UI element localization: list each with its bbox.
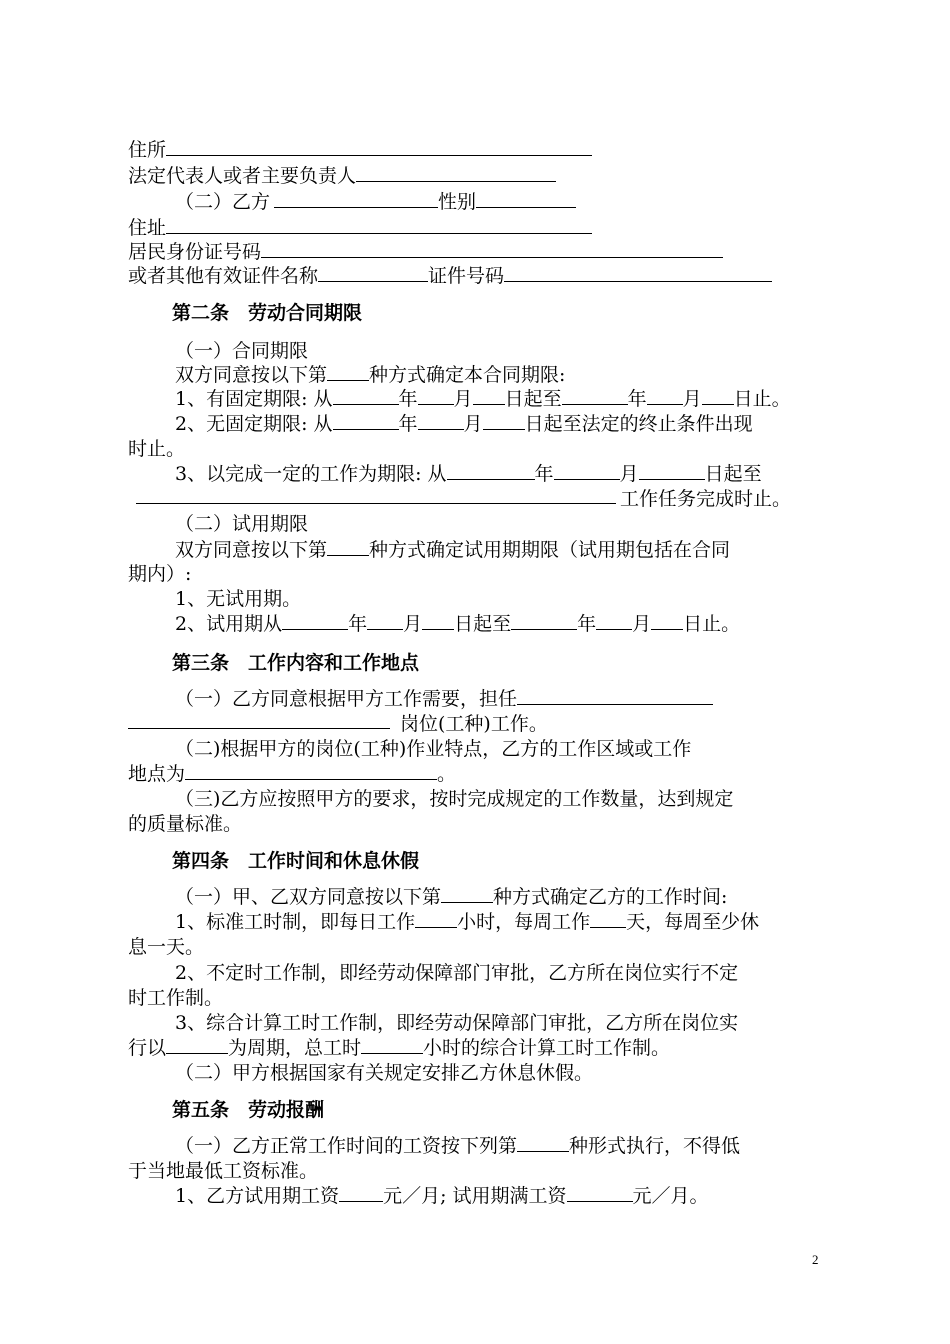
month-label: 月 xyxy=(463,413,483,435)
fixed-start-year[interactable] xyxy=(333,386,399,405)
task-start-month[interactable] xyxy=(554,461,620,480)
year-label: 年 xyxy=(627,388,647,410)
page-number: 2 xyxy=(812,1252,819,1267)
month-label: 月 xyxy=(403,613,423,635)
legal-rep-label: 法定代表人或者主要负责人 xyxy=(128,165,357,187)
work-location-blank[interactable] xyxy=(185,761,437,780)
flexible-hours-cont: 时工作制。 xyxy=(128,987,224,1009)
year-label: 年 xyxy=(577,613,597,635)
month-label: 月 xyxy=(619,463,639,485)
open-term-label: 2、无固定期限: 从 xyxy=(175,413,333,435)
no-probation: 1、无试用期。 xyxy=(175,588,302,610)
address-line xyxy=(128,215,592,241)
work-time-method-blank[interactable] xyxy=(441,884,493,903)
probation-wage-label: 1、乙方试用期工资 xyxy=(175,1185,340,1207)
term-method-blank[interactable] xyxy=(327,362,369,381)
id-number-label: 居民身份证号码 xyxy=(128,241,262,263)
month-label: 月 xyxy=(632,613,652,635)
open-term-line xyxy=(175,411,753,437)
work-area-line: （二)根据甲方的岗位(工种)作业特点，乙方的工作区域或工作 xyxy=(175,738,692,760)
term-method-suffix: 种方式确定本合同期限: xyxy=(369,364,566,386)
fixed-end-day[interactable] xyxy=(702,386,734,405)
wage-form-cont: 于当地最低工资标准。 xyxy=(128,1160,319,1182)
open-start-year[interactable] xyxy=(333,411,399,430)
probation-method-label: 双方同意按以下第 xyxy=(175,539,328,561)
day-start-label: 日起至 xyxy=(504,388,562,410)
probation-method-line xyxy=(175,537,730,563)
article-3-heading: 第三条 工作内容和工作地点 xyxy=(172,652,420,674)
article-2-sub-1: （一）合同期限 xyxy=(175,340,309,362)
probation-end-day[interactable] xyxy=(651,611,683,630)
probation-period-label: 2、试用期从 xyxy=(175,613,283,635)
article-2-heading: 第二条 劳动合同期限 xyxy=(172,302,363,324)
fixed-term-line xyxy=(175,386,791,412)
standard-hours-cont: 息一天。 xyxy=(128,936,205,958)
position-suffix: 岗位(工种)工作。 xyxy=(400,713,548,735)
term-method-line xyxy=(175,362,565,388)
regular-wage-label: 元／月; 试用期满工资 xyxy=(383,1185,567,1207)
wage-form-suffix: 种形式执行，不得低 xyxy=(569,1135,741,1157)
fixed-start-month[interactable] xyxy=(418,386,454,405)
daily-hours-blank[interactable] xyxy=(415,909,457,928)
other-cert-label: 或者其他有效证件名称 xyxy=(128,265,319,287)
open-term-end: 时止。 xyxy=(128,438,186,460)
id-number-line xyxy=(128,239,723,265)
task-description-blank[interactable] xyxy=(136,503,616,504)
position-label: （一）乙方同意根据甲方工作需要，担任 xyxy=(175,688,518,710)
wage-form-blank[interactable] xyxy=(517,1133,569,1152)
party-b-label: （二）乙方 xyxy=(175,191,271,213)
day-start-label: 日起至 xyxy=(704,463,762,485)
total-hours-label: 为周期，总工时 xyxy=(228,1037,362,1059)
open-term-suffix: 日起至法定的终止条件出现 xyxy=(524,413,753,435)
work-location-end: 。 xyxy=(437,763,457,785)
day-start-label: 日起至 xyxy=(454,613,512,635)
month-label: 月 xyxy=(682,388,702,410)
residence-label: 住所 xyxy=(128,139,167,161)
work-location-line xyxy=(128,761,456,787)
residence-line xyxy=(128,137,592,163)
work-time-method-label: （一）甲、乙双方同意按以下第 xyxy=(175,886,442,908)
probation-period-line xyxy=(175,611,740,637)
other-cert-blank[interactable] xyxy=(318,263,428,282)
term-method-label: 双方同意按以下第 xyxy=(175,364,328,386)
probation-end-year[interactable] xyxy=(511,611,577,630)
year-label: 年 xyxy=(398,413,418,435)
total-hours-blank[interactable] xyxy=(361,1035,423,1054)
article-5-heading: 第五条 劳动报酬 xyxy=(172,1099,325,1121)
cert-number-label: 证件号码 xyxy=(428,265,505,287)
gender-label: 性别 xyxy=(438,191,477,213)
standard-hours-line xyxy=(175,909,759,935)
article-4-heading: 第四条 工作时间和休息休假 xyxy=(172,850,420,872)
work-time-method-suffix: 种方式确定乙方的工作时间: xyxy=(493,886,728,908)
comprehensive-suffix: 小时的综合计算工时工作制。 xyxy=(423,1037,671,1059)
flexible-hours-line: 2、不定时工作制，即经劳动保障部门审批，乙方所在岗位实行不定 xyxy=(175,962,739,984)
wage-form-line xyxy=(175,1133,740,1159)
other-cert-line xyxy=(128,263,772,289)
period-label: 行以 xyxy=(128,1037,167,1059)
probation-start-year[interactable] xyxy=(282,611,348,630)
cert-number-blank[interactable] xyxy=(504,263,772,282)
wage-form-label: （一）乙方正常工作时间的工资按下列第 xyxy=(175,1135,518,1157)
work-quota-line: （三)乙方应按照甲方的要求，按时完成规定的工作数量，达到规定 xyxy=(175,788,734,810)
fixed-end-month[interactable] xyxy=(647,386,683,405)
task-start-year[interactable] xyxy=(447,461,535,480)
position-blank-2[interactable] xyxy=(128,728,390,729)
position-blank-1[interactable] xyxy=(517,686,713,705)
work-quota-cont: 的质量标准。 xyxy=(128,813,243,835)
work-location-label: 地点为 xyxy=(128,763,186,785)
comprehensive-period-line xyxy=(128,1035,670,1061)
fixed-term-label: 1、有固定期限: 从 xyxy=(175,388,333,410)
month-label: 月 xyxy=(453,388,473,410)
probation-method-suffix: 种方式确定试用期期限（试用期包括在合同 xyxy=(369,539,731,561)
fixed-start-day[interactable] xyxy=(473,386,505,405)
probation-end-month[interactable] xyxy=(596,611,632,630)
open-start-month[interactable] xyxy=(418,411,464,430)
open-start-day[interactable] xyxy=(483,411,525,430)
position-line xyxy=(175,686,713,712)
year-label: 年 xyxy=(348,613,368,635)
regular-wage-blank[interactable] xyxy=(567,1183,633,1202)
probation-method-cont: 期内）: xyxy=(128,563,192,585)
day-end-label: 日止。 xyxy=(733,388,791,410)
standard-hours-label: 1、标准工时制，即每日工作 xyxy=(175,911,416,933)
residence-blank[interactable] xyxy=(166,137,592,156)
address-label: 住址 xyxy=(128,217,167,239)
probation-wage-blank[interactable] xyxy=(339,1183,383,1202)
party-b-line xyxy=(175,189,576,215)
day-end-label: 日止。 xyxy=(683,613,741,635)
legal-rep-blank[interactable] xyxy=(356,163,556,182)
fixed-end-year[interactable] xyxy=(562,386,628,405)
year-label: 年 xyxy=(534,463,554,485)
legal-rep-line xyxy=(128,163,556,189)
year-label: 年 xyxy=(398,388,418,410)
weekly-days-blank[interactable] xyxy=(590,909,626,928)
gender-blank[interactable] xyxy=(476,189,576,208)
rest-leave-line: （二）甲方根据国家有关规定安排乙方休息休假。 xyxy=(175,1062,594,1084)
weekly-days-label: 小时，每周工作 xyxy=(457,911,591,933)
work-time-method-line xyxy=(175,884,727,910)
regular-wage-unit: 元／月。 xyxy=(632,1185,709,1207)
party-b-blank[interactable] xyxy=(274,189,438,208)
task-term-line xyxy=(175,461,762,487)
address-blank[interactable] xyxy=(166,215,592,234)
probation-start-month[interactable] xyxy=(367,611,403,630)
probation-start-day[interactable] xyxy=(422,611,454,630)
probation-method-blank[interactable] xyxy=(327,537,369,556)
rest-day-label: 天，每周至少休 xyxy=(626,911,760,933)
task-start-day[interactable] xyxy=(639,461,705,480)
comprehensive-hours-line: 3、综合计算工时工作制，即经劳动保障部门审批，乙方所在岗位实 xyxy=(175,1012,739,1034)
task-term-label: 3、以完成一定的工作为期限: 从 xyxy=(175,463,447,485)
probation-sub-heading: （二）试用期限 xyxy=(175,513,309,535)
id-number-blank[interactable] xyxy=(261,239,723,258)
probation-wage-line xyxy=(175,1183,709,1209)
period-blank[interactable] xyxy=(166,1035,228,1054)
task-term-end: 工作任务完成时止。 xyxy=(620,488,792,510)
